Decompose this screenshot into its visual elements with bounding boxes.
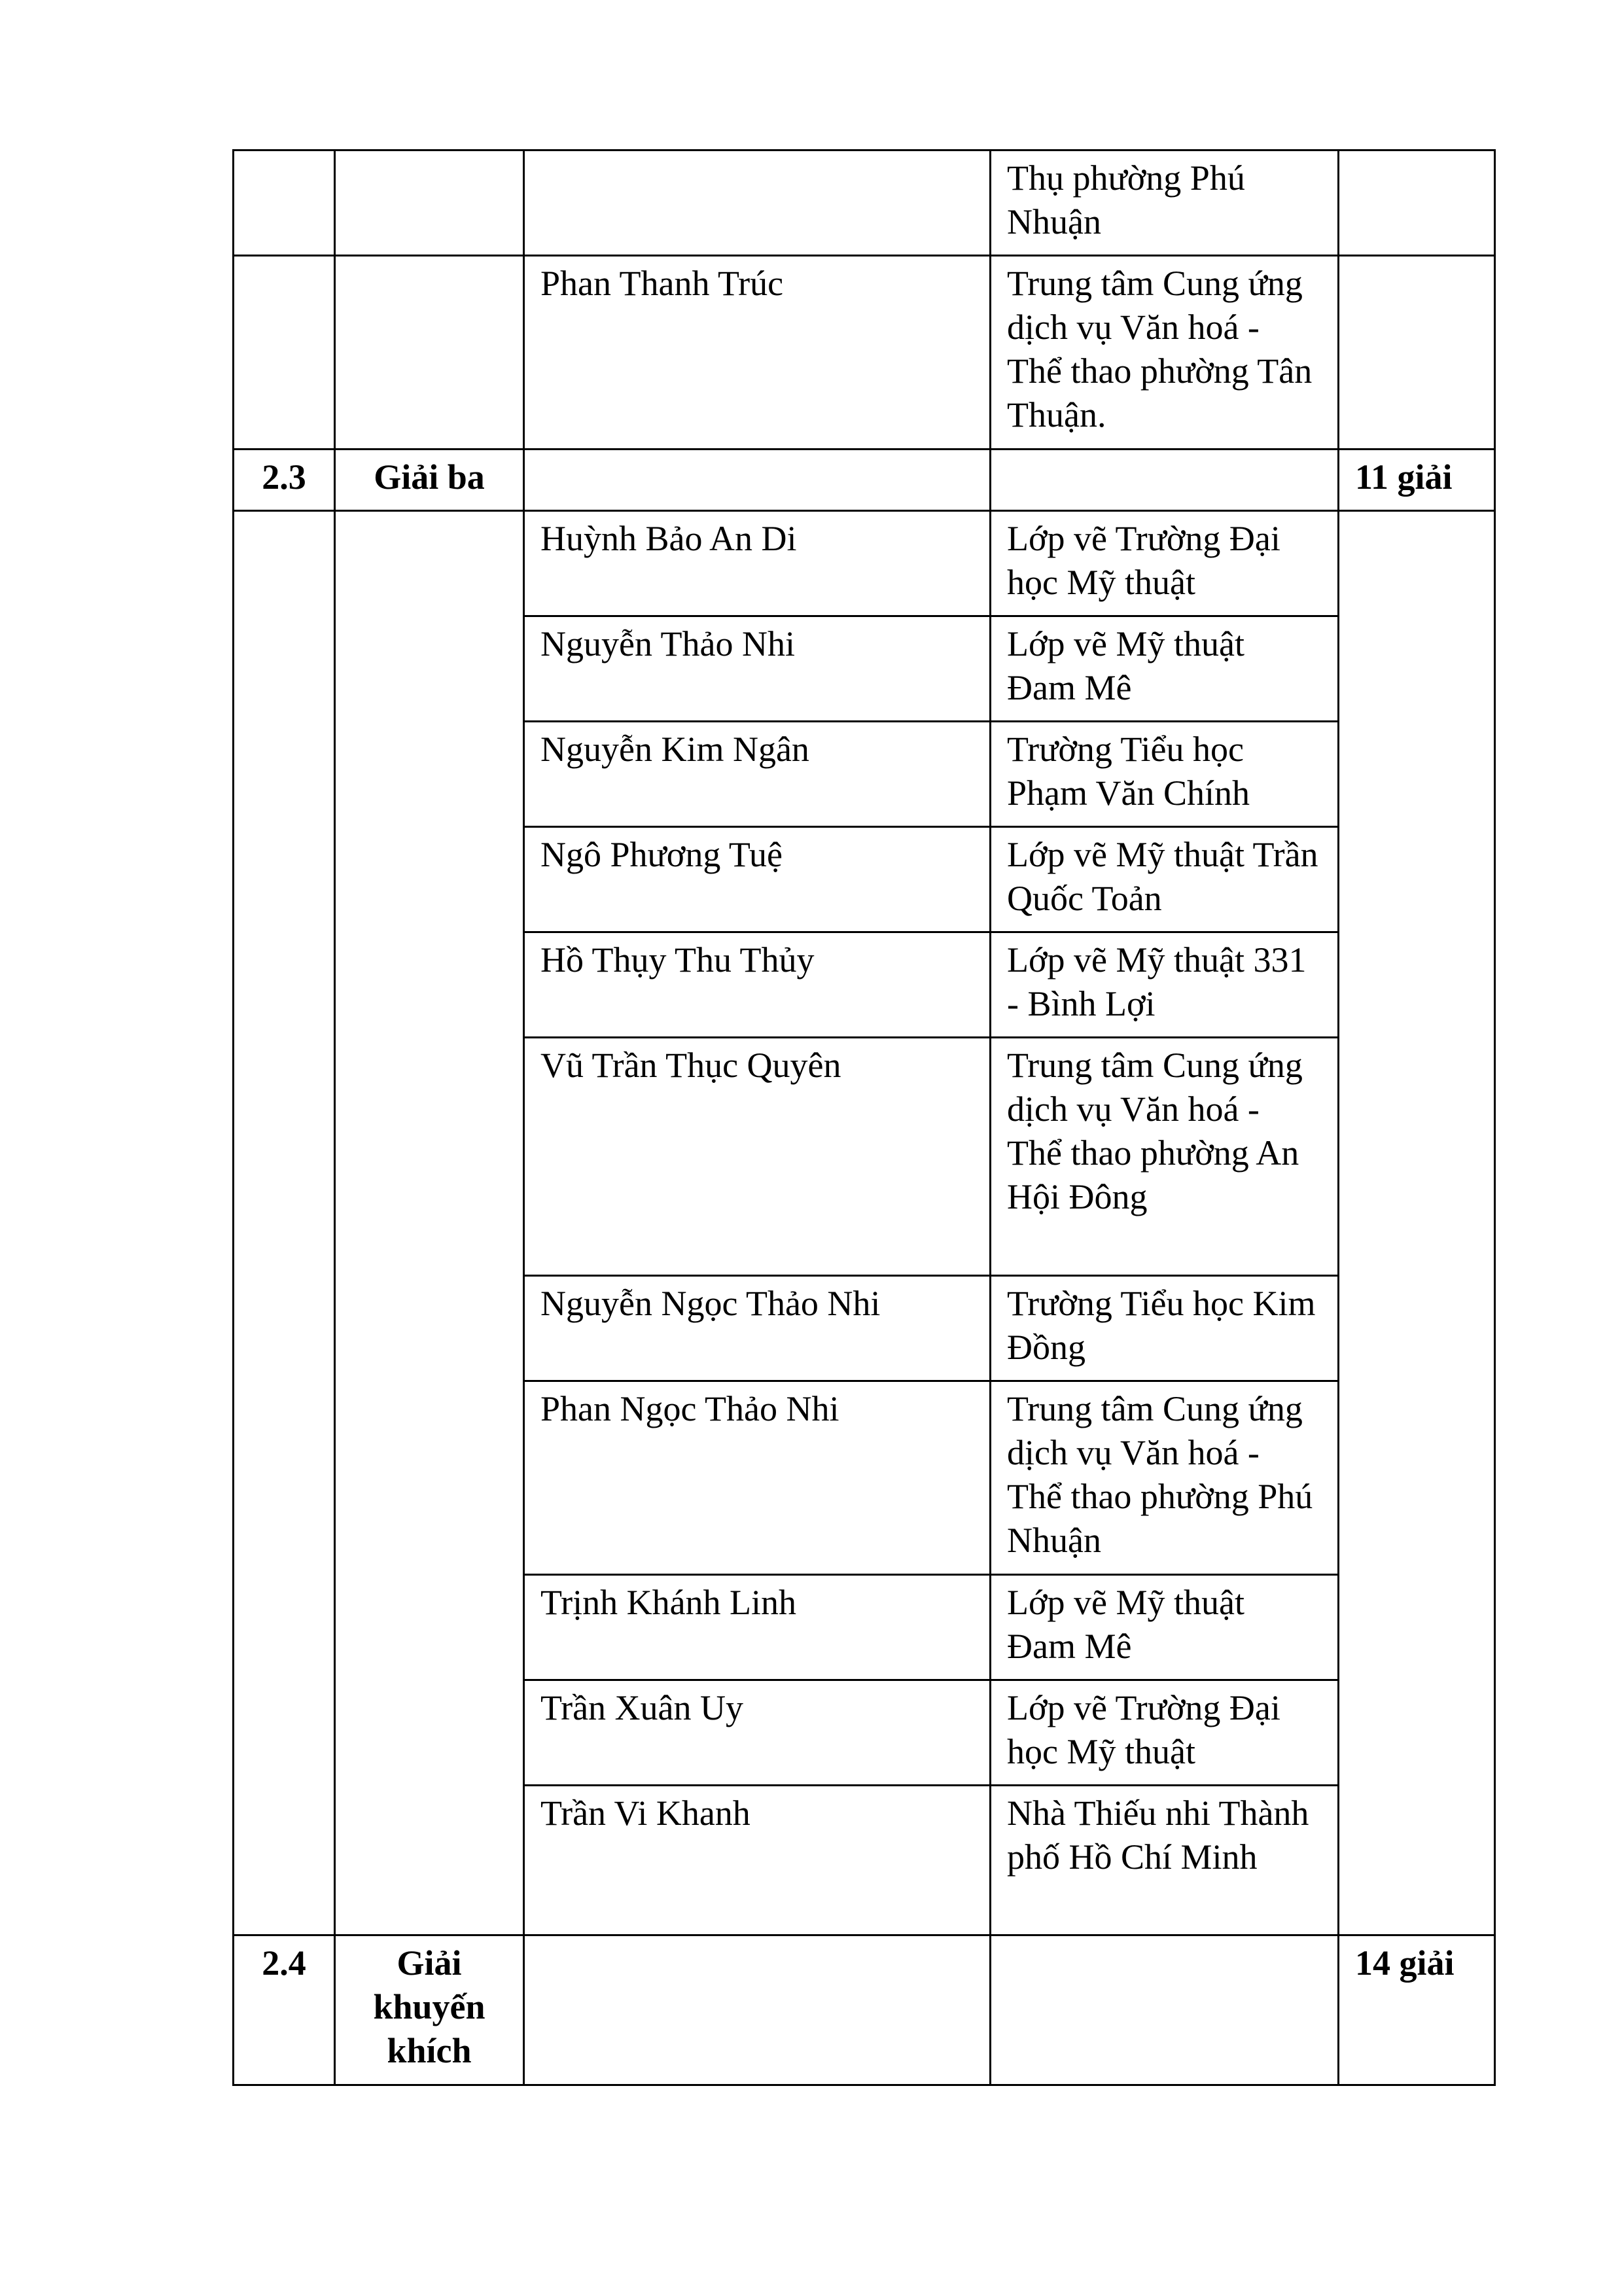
- winner-organization: Lớp vẽ Mỹ thuật Đam Mê: [991, 616, 1339, 722]
- winner-name: Nguyễn Ngọc Thảo Nhi: [524, 1276, 991, 1381]
- table-row: [234, 150, 1495, 256]
- awards-table: [232, 149, 1496, 2086]
- category-cell: [335, 150, 524, 256]
- award-count-cell: [1339, 511, 1495, 1935]
- empty-cell: [991, 1935, 1339, 2085]
- winner-organization: Nhà Thiếu nhi Thành phố Hồ Chí Minh: [991, 1786, 1339, 1935]
- table-row: [234, 511, 1495, 616]
- award-count-cell: [1339, 256, 1495, 450]
- winner-organization: Trung tâm Cung ứng dịch vụ Văn hoá - Thể thao phường An Hội Đông: [991, 1038, 1339, 1276]
- winner-organization: Thụ phường Phú Nhuận: [991, 150, 1339, 256]
- award-count-cell: [1339, 150, 1495, 256]
- winner-organization: Lớp vẽ Trường Đại học Mỹ thuật: [991, 511, 1339, 616]
- section-number-cell: [234, 150, 335, 256]
- winner-name: Huỳnh Bảo An Di: [524, 511, 991, 616]
- award-count: 14 giải: [1339, 1935, 1495, 2085]
- winner-organization: Trung tâm Cung ứng dịch vụ Văn hoá - Thể thao phường Tân Thuận.: [991, 256, 1339, 450]
- section-number-cell: [234, 256, 335, 450]
- winner-name: Trần Xuân Uy: [524, 1680, 991, 1786]
- winner-name: Ngô Phương Tuệ: [524, 827, 991, 932]
- section-header-row: [234, 1935, 1495, 2085]
- winner-organization: Trường Tiểu học Kim Đồng: [991, 1276, 1339, 1381]
- winner-name: [524, 150, 991, 256]
- winner-name: Hồ Thụy Thu Thủy: [524, 932, 991, 1038]
- winner-organization: Lớp vẽ Trường Đại học Mỹ thuật: [991, 1680, 1339, 1786]
- winner-name: Trịnh Khánh Linh: [524, 1575, 991, 1680]
- section-header-row: [234, 450, 1495, 511]
- empty-cell: [991, 450, 1339, 511]
- winner-organization: Trường Tiểu học Phạm Văn Chính: [991, 722, 1339, 827]
- category-cell: [335, 256, 524, 450]
- winner-name: Phan Thanh Trúc: [524, 256, 991, 450]
- winner-name: Nguyễn Thảo Nhi: [524, 616, 991, 722]
- table-row: [234, 256, 1495, 450]
- empty-cell: [524, 1935, 991, 2085]
- winner-organization: Lớp vẽ Mỹ thuật 331 - Bình Lợi: [991, 932, 1339, 1038]
- award-count: 11 giải: [1339, 450, 1495, 511]
- winner-name: Vũ Trần Thục Quyên: [524, 1038, 991, 1276]
- section-number: 2.3: [234, 450, 335, 511]
- section-title: Giải khuyến khích: [335, 1935, 524, 2085]
- section-number: 2.4: [234, 1935, 335, 2085]
- empty-cell: [524, 450, 991, 511]
- winner-name: Trần Vi Khanh: [524, 1786, 991, 1935]
- category-cell: [335, 511, 524, 1935]
- winner-organization: Trung tâm Cung ứng dịch vụ Văn hoá - Thể thao phường Phú Nhuận: [991, 1381, 1339, 1575]
- winner-name: Nguyễn Kim Ngân: [524, 722, 991, 827]
- winner-organization: Lớp vẽ Mỹ thuật Trần Quốc Toản: [991, 827, 1339, 932]
- winner-organization: Lớp vẽ Mỹ thuật Đam Mê: [991, 1575, 1339, 1680]
- section-number-cell: [234, 511, 335, 1935]
- winner-name: Phan Ngọc Thảo Nhi: [524, 1381, 991, 1575]
- section-title: Giải ba: [335, 450, 524, 511]
